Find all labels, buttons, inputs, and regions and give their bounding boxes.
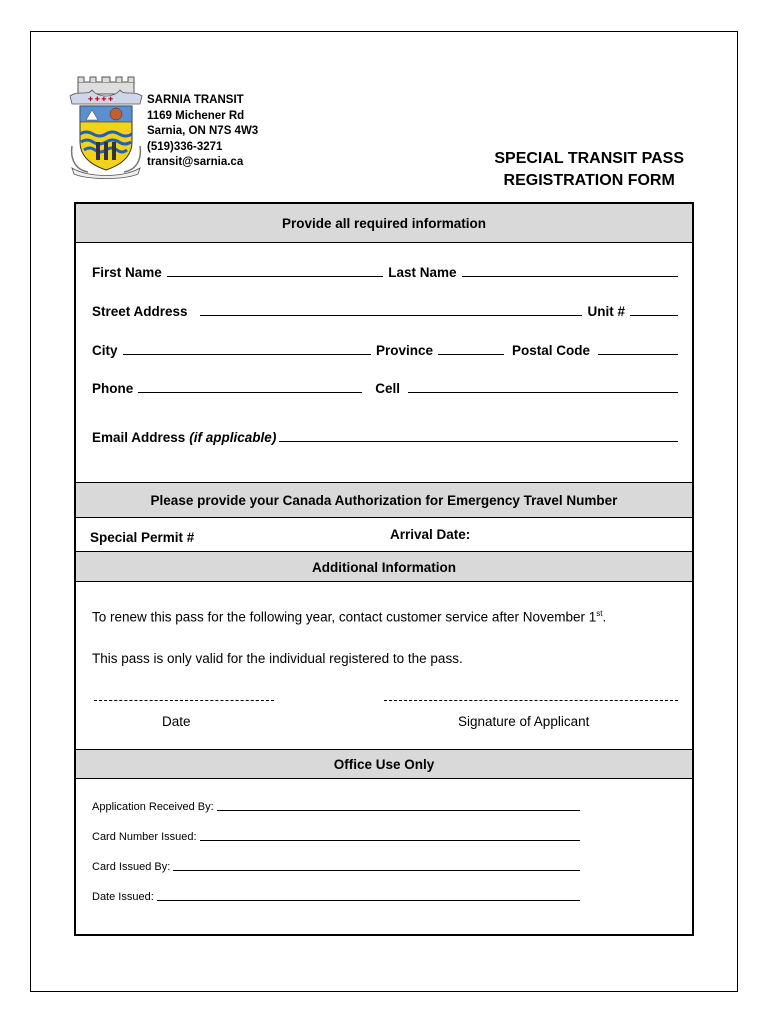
sarnia-crest-logo (68, 76, 144, 180)
received-by-field[interactable] (217, 810, 580, 811)
arrival-date-label: Arrival Date: (390, 527, 471, 542)
office-card-number-row (92, 831, 580, 843)
form-title-line1: SPECIAL TRANSIT PASS (494, 150, 684, 167)
renew-period: . (602, 609, 607, 625)
section-additional-header: Additional Information (76, 551, 692, 582)
office-card-issued-row (92, 861, 580, 873)
form-box (74, 202, 694, 936)
office-date-issued-row (92, 891, 580, 903)
org-contact-block (147, 93, 258, 171)
first-name-label: First Name (92, 265, 162, 280)
unit-label: Unit # (587, 304, 625, 319)
card-issued-by-label: Card Issued By: (92, 861, 171, 873)
name-row (92, 262, 678, 280)
unit-field[interactable] (630, 315, 678, 316)
date-signature-line[interactable] (94, 700, 274, 701)
org-email: transit@sarnia.ca (147, 156, 244, 168)
email-row (92, 427, 678, 445)
city-row (92, 340, 678, 358)
form-title-line2: REGISTRATION FORM (503, 172, 675, 189)
street-address-label: Street Address (92, 304, 188, 319)
province-label: Province (375, 343, 433, 358)
section-required-header: Provide all required information (76, 204, 692, 243)
postal-code-field[interactable] (598, 354, 678, 355)
org-address-line2: Sarnia, ON N7S 4W3 (147, 125, 259, 137)
phone-label: Phone (92, 381, 134, 396)
svg-text:✚ ✚ ✚ ✚: ✚ ✚ ✚ ✚ (88, 97, 114, 103)
renew-superscript: st (596, 609, 603, 618)
renew-info (92, 609, 606, 625)
phone-row (92, 378, 678, 396)
postal-code-label: Postal Code (511, 343, 590, 358)
street-address-field[interactable] (200, 315, 583, 316)
city-field[interactable] (123, 354, 371, 355)
email-note: (if applicable) (189, 430, 277, 445)
org-name: SARNIA TRANSIT (147, 94, 244, 106)
first-name-field[interactable] (167, 276, 383, 277)
permit-row (90, 518, 678, 551)
signature-label: Signature of Applicant (458, 714, 590, 729)
province-field[interactable] (438, 354, 504, 355)
email-field[interactable] (279, 441, 678, 442)
date-issued-field[interactable] (157, 900, 580, 901)
date-label: Date (162, 714, 191, 729)
card-number-label: Card Number Issued: (92, 831, 197, 843)
street-row (92, 301, 678, 319)
special-permit-label: Special Permit # (90, 530, 195, 545)
received-by-label: Application Received By: (92, 801, 214, 813)
cell-field[interactable] (408, 392, 678, 393)
section-authorization-header: Please provide your Canada Authorization for Emergency Travel Number (76, 482, 692, 518)
office-received-row (92, 801, 580, 813)
section-office-header: Office Use Only (76, 749, 692, 779)
card-issued-by-field[interactable] (173, 870, 580, 871)
form-title (494, 148, 684, 192)
last-name-label: Last Name (388, 265, 457, 280)
card-number-field[interactable] (200, 840, 580, 841)
phone-field[interactable] (138, 392, 362, 393)
cell-label: Cell (375, 381, 401, 396)
org-address-line1: 1169 Michener Rd (147, 109, 245, 122)
last-name-field[interactable] (462, 276, 678, 277)
valid-info: This pass is only valid for the individual registered to the pass. (92, 651, 463, 666)
org-phone: (519)336-3271 (147, 140, 223, 153)
date-issued-label: Date Issued: (92, 891, 154, 903)
email-label: Email Address (92, 430, 186, 445)
applicant-signature-line[interactable] (384, 700, 678, 701)
city-label: City (92, 343, 118, 358)
renew-text: To renew this pass for the following year, contact customer service after November 1 (92, 609, 597, 625)
